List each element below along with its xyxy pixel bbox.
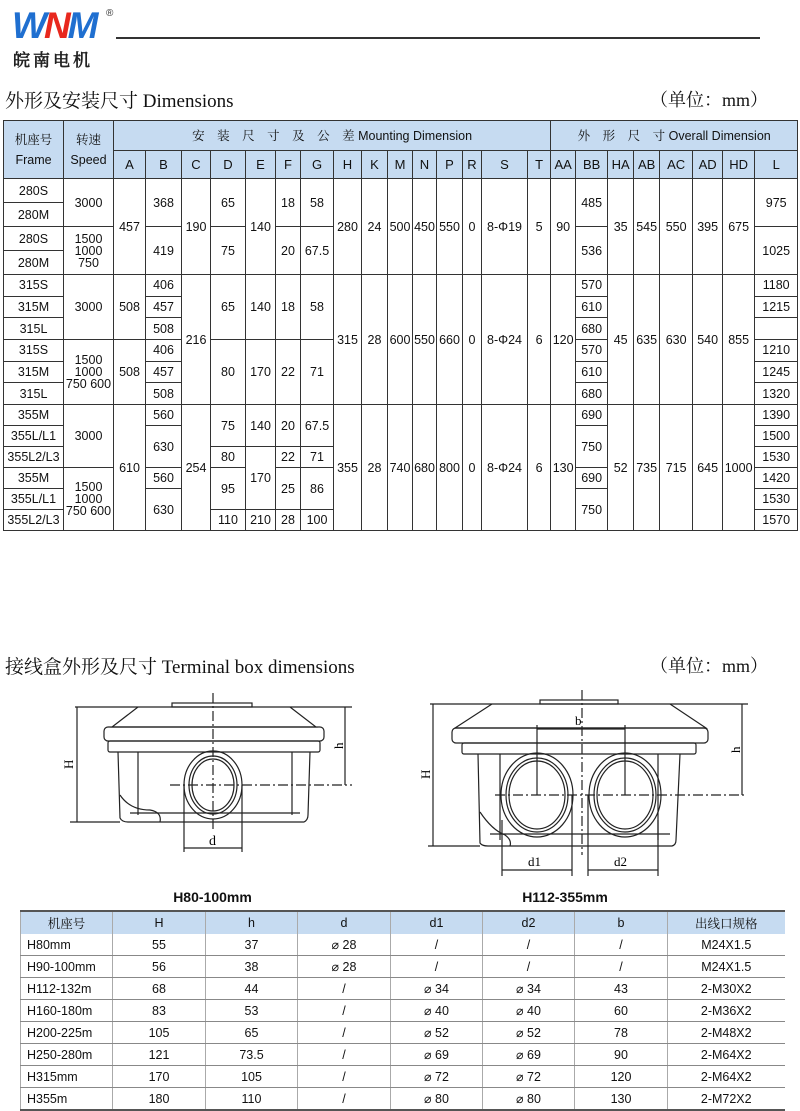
table-cell: ⌀ 80 bbox=[391, 1088, 483, 1111]
label-h-right: h bbox=[728, 746, 743, 753]
col-header-ad: AD bbox=[693, 151, 723, 179]
table-cell: 65 bbox=[206, 1022, 298, 1044]
table-cell: ⌀ 34 bbox=[483, 978, 575, 1000]
table-cell: / bbox=[575, 956, 668, 978]
table-cell: 800 bbox=[437, 405, 463, 531]
table-row bbox=[21, 978, 785, 1000]
table-cell: 1530 bbox=[755, 447, 798, 468]
table-cell: 368 bbox=[146, 179, 182, 227]
header-overall-dimension: 外 形 尺 寸 Overall Dimension bbox=[551, 121, 798, 151]
table-cell: 58 bbox=[301, 275, 334, 340]
table-cell: 3000 bbox=[64, 275, 114, 340]
table-cell: ⌀ 69 bbox=[483, 1044, 575, 1066]
caption-h112-355: H112-355mm bbox=[522, 889, 608, 905]
col-header-ab: AB bbox=[634, 151, 660, 179]
table-cell: 635 bbox=[634, 275, 660, 405]
table-cell: / bbox=[298, 1022, 391, 1044]
table-cell: 1210 bbox=[755, 340, 798, 362]
table-cell: 315L bbox=[4, 383, 64, 405]
table-cell: / bbox=[483, 934, 575, 956]
table-cell: 675 bbox=[723, 179, 755, 275]
table-cell: ⌀ 40 bbox=[483, 1000, 575, 1022]
table-cell: 71 bbox=[301, 340, 334, 405]
table-cell: / bbox=[298, 1000, 391, 1022]
table-cell: / bbox=[391, 934, 483, 956]
terminal-box-title: 接线盒外形及尺寸 Terminal box dimensions bbox=[5, 657, 355, 678]
table-cell: 630 bbox=[146, 489, 182, 531]
table-cell: 22 bbox=[276, 340, 301, 405]
box-col-header: d1 bbox=[391, 911, 483, 934]
table-cell: 75 bbox=[211, 405, 246, 447]
logo-letter-m: M bbox=[67, 5, 96, 46]
table-cell: 315S bbox=[4, 275, 64, 297]
table-cell: H355m bbox=[21, 1088, 113, 1111]
table-cell: 75 bbox=[211, 227, 246, 275]
header-frame-en: Frame bbox=[15, 152, 52, 167]
table-cell: H250-280m bbox=[21, 1044, 113, 1066]
table-cell: 20 bbox=[276, 227, 301, 275]
brand-name-cn: 皖南电机 bbox=[13, 51, 93, 71]
table-cell: 1245 bbox=[755, 361, 798, 383]
table-cell: 90 bbox=[551, 179, 576, 275]
table-cell: 37 bbox=[206, 934, 298, 956]
table-cell: 25 bbox=[276, 468, 301, 510]
table-cell: 43 bbox=[575, 978, 668, 1000]
table-cell: 170 bbox=[246, 447, 276, 510]
table-cell: 570 bbox=[576, 275, 608, 297]
table-cell: 280M bbox=[4, 203, 64, 227]
box-col-header: d2 bbox=[483, 911, 575, 934]
table-cell: 8-Φ24 bbox=[482, 275, 528, 405]
box-col-header: h bbox=[206, 911, 298, 934]
col-header-m: M bbox=[388, 151, 413, 179]
table-cell: 315 bbox=[334, 275, 362, 405]
table-cell: 355M bbox=[4, 468, 64, 489]
table-cell: 121 bbox=[113, 1044, 206, 1066]
table-cell: 610 bbox=[576, 296, 608, 318]
table-cell: 28 bbox=[362, 405, 388, 531]
table-cell: ⌀ 69 bbox=[391, 1044, 483, 1066]
table-cell: 55 bbox=[113, 934, 206, 956]
table-cell: 2-M72X2 bbox=[668, 1088, 785, 1111]
col-header-b: B bbox=[146, 151, 182, 179]
table-cell: 110 bbox=[206, 1088, 298, 1111]
table-cell: 740 bbox=[388, 405, 413, 531]
table-cell: 53 bbox=[206, 1000, 298, 1022]
table-cell: 1530 bbox=[755, 489, 798, 510]
col-header-ac: AC bbox=[660, 151, 693, 179]
table-cell: 315M bbox=[4, 296, 64, 318]
table-cell: 457 bbox=[114, 179, 146, 275]
registered-mark: ® bbox=[106, 8, 114, 19]
col-header-f: F bbox=[276, 151, 301, 179]
table-cell: 5 bbox=[528, 179, 551, 275]
col-header-ha: HA bbox=[608, 151, 634, 179]
table-cell: 280S bbox=[4, 227, 64, 251]
box-col-header: 出线口规格 bbox=[668, 911, 785, 934]
table-cell: 45 bbox=[608, 275, 634, 405]
col-header-p: P bbox=[437, 151, 463, 179]
table-cell: 1215 bbox=[755, 296, 798, 318]
table-cell: 65 bbox=[211, 179, 246, 227]
table-cell: 180 bbox=[113, 1088, 206, 1111]
diagram-h112-355 bbox=[428, 690, 748, 876]
table-cell: 38 bbox=[206, 956, 298, 978]
table-cell: H160-180m bbox=[21, 1000, 113, 1022]
table-cell: 1500 1000 750 600 bbox=[64, 340, 114, 405]
box-col-header: 机座号 bbox=[21, 911, 113, 934]
table-cell: 355 bbox=[334, 405, 362, 531]
table-cell: 60 bbox=[575, 1000, 668, 1022]
table-cell: 80 bbox=[211, 447, 246, 468]
table-cell: 355L2/L3 bbox=[4, 447, 64, 468]
table-cell: 140 bbox=[246, 275, 276, 340]
table-cell: 18 bbox=[276, 275, 301, 340]
table-cell: 120 bbox=[575, 1066, 668, 1088]
label-h-left: h bbox=[331, 742, 346, 749]
table-cell: 1025 bbox=[755, 227, 798, 275]
table-cell: 600 bbox=[388, 275, 413, 405]
table-cell: 750 bbox=[576, 426, 608, 468]
table-cell: H200-225m bbox=[21, 1022, 113, 1044]
col-header-k: K bbox=[362, 151, 388, 179]
table-cell: 1180 bbox=[755, 275, 798, 297]
table-cell: 105 bbox=[113, 1022, 206, 1044]
table-cell: 56 bbox=[113, 956, 206, 978]
label-H-right: H bbox=[418, 769, 433, 779]
label-d2: d2 bbox=[614, 854, 627, 869]
table-cell: / bbox=[298, 1066, 391, 1088]
dimensions-title: 外形及安装尺寸 Dimensions bbox=[5, 91, 234, 112]
table-cell: 3000 bbox=[64, 405, 114, 468]
table-cell: 80 bbox=[211, 340, 246, 405]
col-header-h: H bbox=[334, 151, 362, 179]
table-cell: 105 bbox=[206, 1066, 298, 1088]
table-cell: 610 bbox=[114, 405, 146, 531]
table-cell: / bbox=[483, 956, 575, 978]
table-cell: 750 bbox=[576, 489, 608, 531]
table-cell: 660 bbox=[437, 275, 463, 405]
col-header-s: S bbox=[482, 151, 528, 179]
table-cell: 975 bbox=[755, 179, 798, 227]
table-cell: 210 bbox=[246, 510, 276, 531]
table-cell: 67.5 bbox=[301, 405, 334, 447]
table-cell: 120 bbox=[551, 275, 576, 405]
table-cell: 855 bbox=[723, 275, 755, 405]
table-cell: ⌀ 72 bbox=[391, 1066, 483, 1088]
table-row bbox=[21, 1022, 785, 1044]
table-cell: 24 bbox=[362, 179, 388, 275]
table-cell: 18 bbox=[276, 179, 301, 227]
table-cell: 690 bbox=[576, 405, 608, 426]
table-cell: 86 bbox=[301, 468, 334, 510]
table-cell: 680 bbox=[413, 405, 437, 531]
col-header-e: E bbox=[246, 151, 276, 179]
table-cell: 508 bbox=[114, 275, 146, 340]
table-cell: 1320 bbox=[755, 383, 798, 405]
table-cell: 130 bbox=[575, 1088, 668, 1111]
box-col-header: H bbox=[113, 911, 206, 934]
col-header-a: A bbox=[114, 151, 146, 179]
table-cell: 73.5 bbox=[206, 1044, 298, 1066]
caption-h80-100: H80-100mm bbox=[173, 889, 252, 905]
table-cell: 355L/L1 bbox=[4, 426, 64, 447]
table-cell: 680 bbox=[576, 318, 608, 340]
table-cell: 6 bbox=[528, 275, 551, 405]
table-cell: 457 bbox=[146, 296, 182, 318]
table-row bbox=[21, 1000, 785, 1022]
table-row bbox=[21, 956, 785, 978]
col-header-g: G bbox=[301, 151, 334, 179]
table-cell: 110 bbox=[211, 510, 246, 531]
table-cell: 560 bbox=[146, 405, 182, 426]
table-cell: 8-Φ24 bbox=[482, 405, 528, 531]
table-cell: 550 bbox=[437, 179, 463, 275]
table-cell: 22 bbox=[276, 447, 301, 468]
table-cell: 0 bbox=[463, 275, 482, 405]
table-cell: 508 bbox=[146, 318, 182, 340]
table-cell: 0 bbox=[463, 179, 482, 275]
table-cell: 355L/L1 bbox=[4, 489, 64, 510]
table-cell: 315L bbox=[4, 318, 64, 340]
table-cell: H112-132m bbox=[21, 978, 113, 1000]
table-cell: 254 bbox=[182, 405, 211, 531]
table-cell: 0 bbox=[463, 405, 482, 531]
table-cell: 170 bbox=[246, 340, 276, 405]
col-header-aa: AA bbox=[551, 151, 576, 179]
header-speed-en: Speed bbox=[70, 152, 107, 167]
table-cell: / bbox=[575, 934, 668, 956]
table-cell: 280 bbox=[334, 179, 362, 275]
diagram-h80-100 bbox=[70, 693, 352, 852]
table-cell: 355M bbox=[4, 405, 64, 426]
table-cell: 550 bbox=[413, 275, 437, 405]
table-cell: ⌀ 28 bbox=[298, 934, 391, 956]
terminal-box-unit: （单位：mm） bbox=[650, 656, 769, 676]
dimensions-unit: （单位：mm） bbox=[650, 90, 769, 110]
table-cell: 67.5 bbox=[301, 227, 334, 275]
table-cell: 315M bbox=[4, 361, 64, 383]
header-mounting-dimension: 安 装 尺 寸 及 公 差 Mounting Dimension bbox=[114, 121, 551, 151]
table-cell: 735 bbox=[634, 405, 660, 531]
table-cell: 2-M64X2 bbox=[668, 1044, 785, 1066]
table-cell: 500 bbox=[388, 179, 413, 275]
table-row bbox=[21, 1088, 785, 1111]
table-cell: 545 bbox=[634, 179, 660, 275]
table-cell: 450 bbox=[413, 179, 437, 275]
table-cell: 395 bbox=[693, 179, 723, 275]
table-cell: 2-M36X2 bbox=[668, 1000, 785, 1022]
table-cell: 680 bbox=[576, 383, 608, 405]
col-header-d: D bbox=[211, 151, 246, 179]
table-cell: 690 bbox=[576, 468, 608, 489]
logo-letter-n: N bbox=[43, 5, 68, 46]
table-cell: / bbox=[298, 978, 391, 1000]
table-cell: H80mm bbox=[21, 934, 113, 956]
label-b: b bbox=[575, 713, 582, 728]
table-cell: 216 bbox=[182, 275, 211, 405]
box-col-header: d bbox=[298, 911, 391, 934]
table-cell: 28 bbox=[276, 510, 301, 531]
table-cell: 536 bbox=[576, 227, 608, 275]
table-cell: 508 bbox=[146, 383, 182, 405]
table-cell: 560 bbox=[146, 468, 182, 489]
table-cell: 3000 bbox=[64, 179, 114, 227]
table-cell: 1500 bbox=[755, 426, 798, 447]
table-cell: ⌀ 52 bbox=[483, 1022, 575, 1044]
table-cell: ⌀ 52 bbox=[391, 1022, 483, 1044]
table-cell: 355L2/L3 bbox=[4, 510, 64, 531]
table-cell: 1500 1000 750 bbox=[64, 227, 114, 275]
table-row bbox=[21, 934, 785, 956]
col-header-r: R bbox=[463, 151, 482, 179]
table-cell: 1420 bbox=[755, 468, 798, 489]
terminal-box-table bbox=[20, 910, 785, 1111]
col-header-bb: BB bbox=[576, 151, 608, 179]
table-cell: 35 bbox=[608, 179, 634, 275]
table-cell: 190 bbox=[182, 179, 211, 275]
table-cell: M24X1.5 bbox=[668, 956, 785, 978]
table-cell: ⌀ 28 bbox=[298, 956, 391, 978]
table-cell: 1500 1000 750 600 bbox=[64, 468, 114, 531]
table-cell: 140 bbox=[246, 179, 276, 275]
table-cell: 1570 bbox=[755, 510, 798, 531]
table-cell: ⌀ 40 bbox=[391, 1000, 483, 1022]
table-cell: 20 bbox=[276, 405, 301, 447]
table-cell: 6 bbox=[528, 405, 551, 531]
table-cell: 8-Φ19 bbox=[482, 179, 528, 275]
label-d1: d1 bbox=[528, 854, 541, 869]
logo-letter-w: W bbox=[12, 5, 44, 46]
col-header-hd: HD bbox=[723, 151, 755, 179]
table-cell: 1390 bbox=[755, 405, 798, 426]
table-cell: ⌀ 80 bbox=[483, 1088, 575, 1111]
table-cell: 550 bbox=[660, 179, 693, 275]
table-cell: 715 bbox=[660, 405, 693, 531]
header-frame-cn: 机座号 bbox=[14, 132, 53, 147]
table-cell: 508 bbox=[114, 340, 146, 405]
table-cell: 630 bbox=[146, 426, 182, 468]
table-cell: 90 bbox=[575, 1044, 668, 1066]
table-cell: / bbox=[298, 1088, 391, 1111]
table-cell: / bbox=[298, 1044, 391, 1066]
table-cell: H315mm bbox=[21, 1066, 113, 1088]
table-cell: 95 bbox=[211, 468, 246, 510]
table-cell: 83 bbox=[113, 1000, 206, 1022]
col-header-l: L bbox=[755, 151, 798, 179]
box-col-header: b bbox=[575, 911, 668, 934]
table-cell: 610 bbox=[576, 361, 608, 383]
col-header-t: T bbox=[528, 151, 551, 179]
table-cell: 140 bbox=[246, 405, 276, 447]
table-cell: 280S bbox=[4, 179, 64, 203]
table-cell: 315S bbox=[4, 340, 64, 362]
col-header-c: C bbox=[182, 151, 211, 179]
table-cell: 630 bbox=[660, 275, 693, 405]
table-cell: 485 bbox=[576, 179, 608, 227]
table-cell: 58 bbox=[301, 179, 334, 227]
table-cell: 419 bbox=[146, 227, 182, 275]
table-cell: 457 bbox=[146, 361, 182, 383]
table-cell: 170 bbox=[113, 1066, 206, 1088]
table-cell: 406 bbox=[146, 275, 182, 297]
table-cell: 2-M30X2 bbox=[668, 978, 785, 1000]
table-cell: 645 bbox=[693, 405, 723, 531]
table-row bbox=[21, 1044, 785, 1066]
table-cell: 68 bbox=[113, 978, 206, 1000]
label-H-left: H bbox=[61, 759, 76, 769]
header-speed-cn: 转速 bbox=[75, 132, 101, 147]
table-cell: 540 bbox=[693, 275, 723, 405]
table-cell: 130 bbox=[551, 405, 576, 531]
table-cell: 71 bbox=[301, 447, 334, 468]
table-cell: 78 bbox=[575, 1022, 668, 1044]
table-cell: 44 bbox=[206, 978, 298, 1000]
table-cell: 52 bbox=[608, 405, 634, 531]
table-cell: ⌀ 72 bbox=[483, 1066, 575, 1088]
table-cell: 2-M48X2 bbox=[668, 1022, 785, 1044]
table-cell: 28 bbox=[362, 275, 388, 405]
label-d: d bbox=[209, 834, 216, 849]
table-row bbox=[21, 1066, 785, 1088]
table-cell: / bbox=[391, 956, 483, 978]
table-cell: H90-100mm bbox=[21, 956, 113, 978]
table-cell: M24X1.5 bbox=[668, 934, 785, 956]
table-cell: 280M bbox=[4, 251, 64, 275]
table-cell: 65 bbox=[211, 275, 246, 340]
table-cell: 100 bbox=[301, 510, 334, 531]
table-cell: 406 bbox=[146, 340, 182, 362]
table-cell: 570 bbox=[576, 340, 608, 362]
table-cell: 2-M64X2 bbox=[668, 1066, 785, 1088]
table-cell: 1000 bbox=[723, 405, 755, 531]
col-header-n: N bbox=[413, 151, 437, 179]
table-cell: ⌀ 34 bbox=[391, 978, 483, 1000]
